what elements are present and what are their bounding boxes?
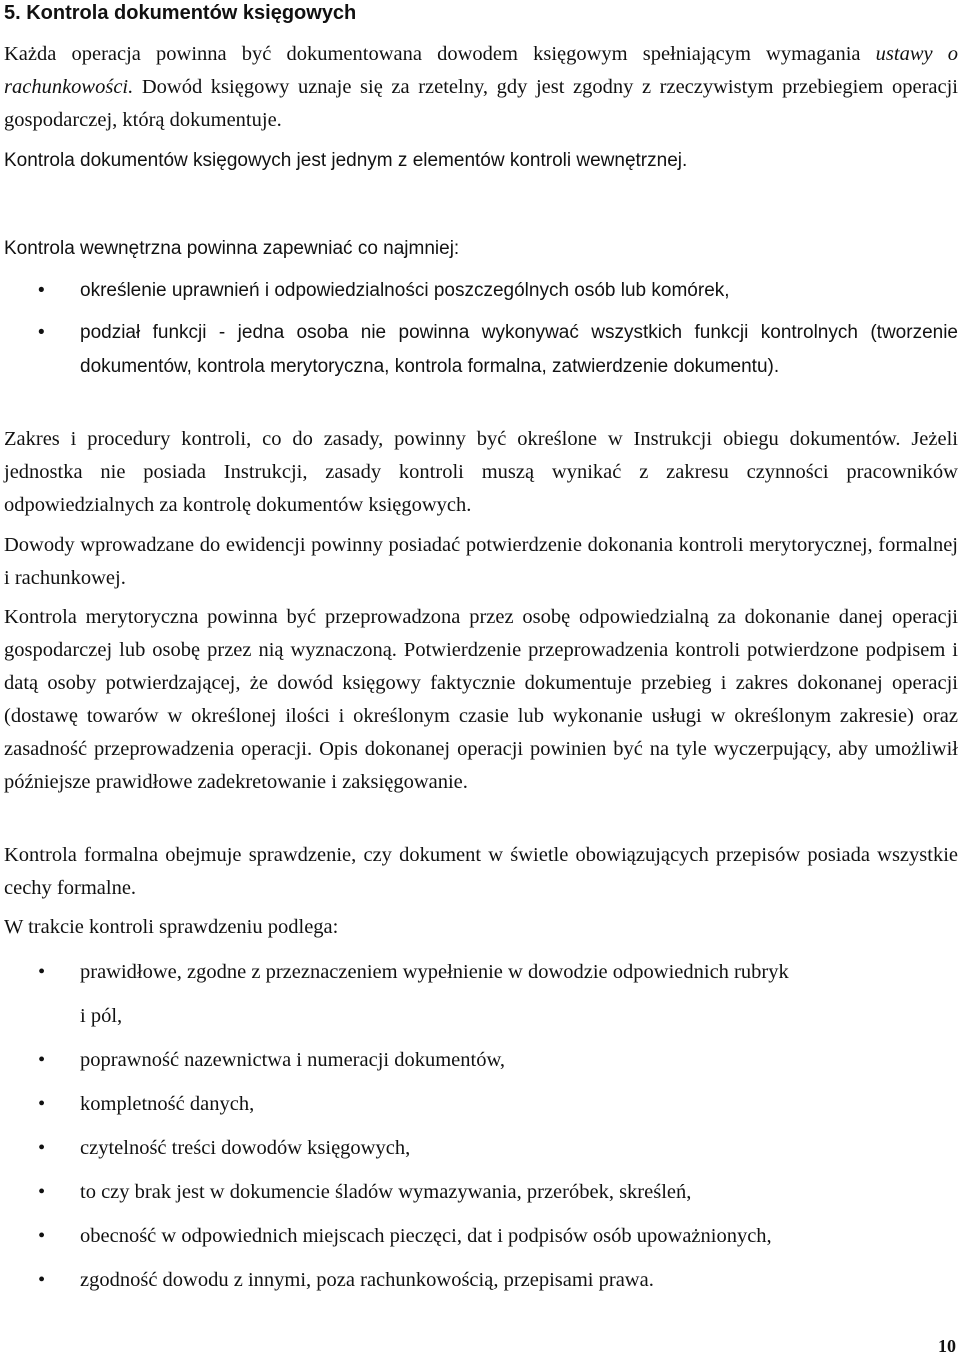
bullet-icon: • [38,1093,46,1115]
list-item [4,1258,958,1302]
scope-paragraph [4,423,958,522]
list-item [4,1038,958,1082]
list-item [4,274,958,308]
substantive-control-paragraph [4,601,958,799]
list-item [4,1214,958,1258]
intro-paragraph [4,38,958,137]
substantive-text-c: Opis dokonanej operacji powinien być na tyle wyczerpujący, aby umożliwił późniejsze prawidłowe zadekretowanie i zaksięgowanie. [4,738,958,793]
intro-text-a: Każda operacja powinna być dokumentowana dowodem księgowym spełniającym wymagania [4,43,876,65]
bullet-icon: • [38,1269,46,1291]
list-item [4,1170,958,1214]
bullet-icon: • [38,322,45,343]
list-item-text: zgodność dowodu z innymi, poza rachunkowością, przepisami prawa. [80,1269,654,1291]
scope-text-b: Jeżeli jednostka nie posiada Instrukcji, zasady kontroli muszą wynikać z zakresu czynności pracowników odpowiedzialnych za kontrolę dokumentów księgowych. [4,428,958,516]
bullet-icon: • [38,1137,46,1159]
internal-control-list [4,274,958,384]
formal-control-paragraph: Kontrola formalna obejmuje sprawdzenie, czy dokument w świetle obowiązujących przepisów posiada wszystkie cechy formalne. [4,844,958,899]
list-item-text: to czy brak jest w dokumencie śladów wymazywania, przeróbek, skreśleń, [80,1181,692,1203]
internal-control-lead: Kontrola wewnętrzna powinna zapewniać co najmniej: [4,238,460,259]
list-item-text: prawidłowe, zgodne z przeznaczeniem wypełnienie w dowodzie odpowiednich rubryk [80,961,789,983]
list-item-text: podział funkcji - jedna osoba nie powinna wykonywać wszystkich funkcji kontrolnych (tworzenie dokumentów, kontrola merytoryczna, kontrola formalna, zatwierdzenie dokumentu). [80,322,958,377]
substantive-text-a: Kontrola merytoryczna powinna być przeprowadzona przez osobę odpowiedzialną za dokonanie danej operacji gospodarczej lub osobę przez nią wyznaczoną. [4,606,958,661]
list-item [4,1126,958,1170]
list-item-continuation: i pól, [80,1005,123,1027]
checks-lead: W trakcie kontroli sprawdzeniu podlega: [4,916,339,938]
list-item [4,950,958,1038]
law-reference: ustawy o rachunkowości. [4,43,958,98]
list-item-text: poprawność nazewnictwa i numeracji dokumentów, [80,1049,506,1071]
bullet-icon: • [38,1225,46,1247]
list-item-text: kompletność danych, [80,1093,255,1115]
list-item [4,316,958,384]
scope-text-a: Zakres i procedury kontroli, co do zasady, powinny być określone w Instrukcji obiegu dokumentów. [4,428,901,450]
bullet-icon: • [38,1049,46,1071]
page-number: 10 [938,1336,956,1356]
bullet-icon: • [38,1181,46,1203]
list-item-text: czytelność treści dowodów księgowych, [80,1137,411,1159]
list-item [4,1082,958,1126]
bullet-icon: • [38,961,46,983]
checks-list [4,950,958,1302]
intro-text-b: Dowód księgowy uznaje się za rzetelny, gdy jest zgodny z rzeczywistym przebiegiem operacji gospodarczej, którą dokumentuje. [4,76,958,131]
list-item-text: obecność w odpowiednich miejscach pieczęci, dat i podpisów osób upoważnionych, [80,1225,772,1247]
section-heading: 5. Kontrola dokumentów księgowych [4,2,357,24]
bullet-icon: • [38,280,45,301]
evidence-paragraph: Dowody wprowadzane do ewidencji powinny posiadać potwierdzenie dokonania kontroli merytorycznej, formalnej i rachunkowej. [4,534,958,589]
substantive-text-b: Potwierdzenie przeprowadzenia kontroli potwierdzone podpisem i datą osoby potwierdzającej, że dowód księgowy faktycznie dokumentuje przebieg i zakres dokonanej operacji (dostawę towarów w określonej ilości i określonym czasie lub wykonanie usługi w określonym zakresie) oraz zasadność przeprowadzenia operacji. [4,639,958,760]
internal-control-statement: Kontrola dokumentów księgowych jest jednym z elementów kontroli wewnętrznej. [4,150,688,171]
list-item-text: określenie uprawnień i odpowiedzialności poszczególnych osób lub komórek, [80,280,730,301]
